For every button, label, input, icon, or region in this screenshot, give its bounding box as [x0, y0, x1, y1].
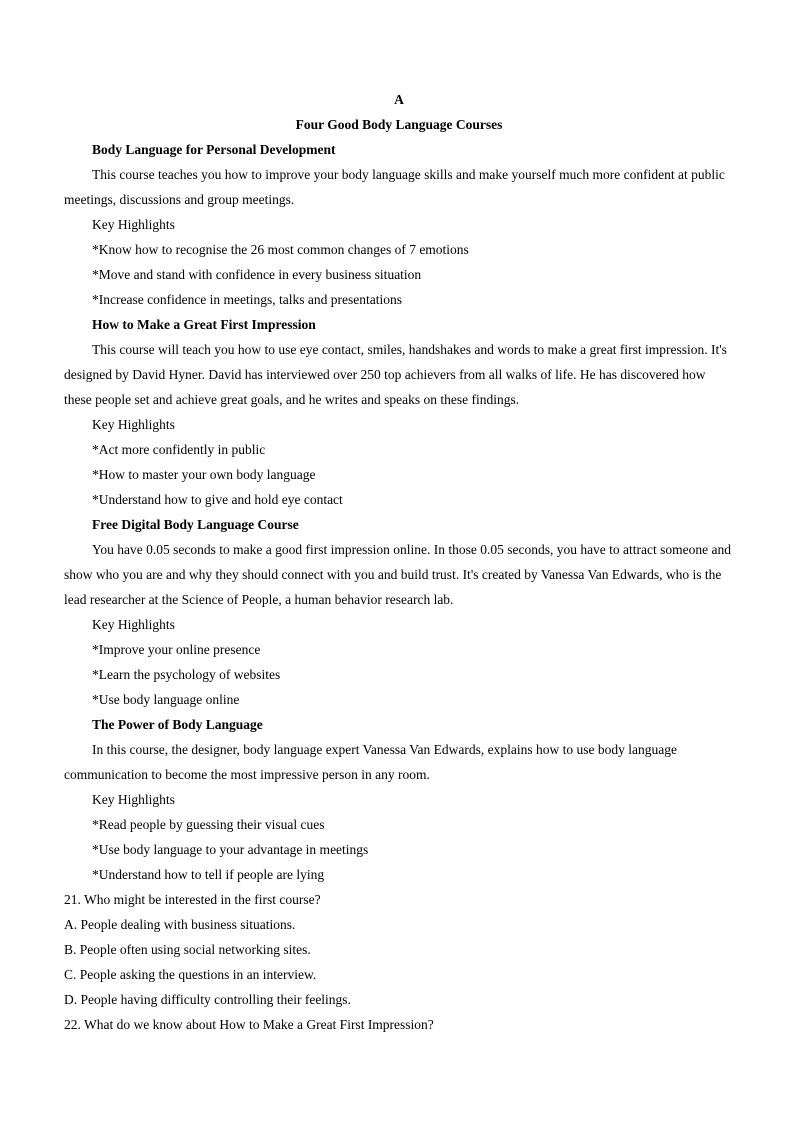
key-highlights-label: Key Highlights — [92, 792, 175, 807]
answer-option: C. People asking the questions in an interview. — [64, 967, 317, 982]
reading-passage — [64, 87, 734, 1037]
course-heading: How to Make a Great First Impression — [92, 317, 316, 332]
question-stem: 22. What do we know about How to Make a Great First Impression? — [64, 1017, 434, 1032]
answer-option: A. People dealing with business situations. — [64, 917, 296, 932]
course-heading: Free Digital Body Language Course — [92, 517, 299, 532]
course-heading: Body Language for Personal Development — [92, 142, 336, 157]
passage-title: Four Good Body Language Courses — [295, 117, 503, 132]
highlight-item: *Act more confidently in public — [92, 442, 266, 457]
highlight-item: *Know how to recognise the 26 most common changes of 7 emotions — [92, 242, 469, 257]
course-description: In this course, the designer, body language expert Vanessa Van Edwards, explains how to use body language communication to become the most impressive person in any room. — [64, 742, 677, 782]
key-highlights-label: Key Highlights — [92, 217, 175, 232]
highlight-item: *Improve your online presence — [92, 642, 261, 657]
course-description: This course will teach you how to use eye contact, smiles, handshakes and words to make a great first impression. It's designed by David Hyner. David has interviewed over 250 top achievers from all walks of life. He has discovered how these people set and achieve great goals, and he writes and speaks on these findings. — [64, 342, 727, 407]
course-heading: The Power of Body Language — [92, 717, 263, 732]
answer-option: B. People often using social networking sites. — [64, 942, 311, 957]
section-letter: A — [394, 92, 404, 107]
question-stem: 21. Who might be interested in the first course? — [64, 892, 321, 907]
highlight-item: *Use body language to your advantage in meetings — [92, 842, 369, 857]
highlight-item: *Move and stand with confidence in every business situation — [92, 267, 422, 282]
key-highlights-label: Key Highlights — [92, 417, 175, 432]
answer-option: D. People having difficulty controlling their feelings. — [64, 992, 351, 1007]
highlight-item: *Use body language online — [92, 692, 240, 707]
course-description: You have 0.05 seconds to make a good first impression online. In those 0.05 seconds, you have to attract someone and show who you are and why they should connect with you and build trust. It's created by Vanessa Van Edwards, who is the lead researcher at the Science of People, a human behavior research lab. — [64, 542, 732, 607]
course-description: This course teaches you how to improve your body language skills and make yourself much more confident at public meetings, discussions and group meetings. — [64, 167, 725, 207]
highlight-item: *Read people by guessing their visual cues — [92, 817, 325, 832]
highlight-item: *Increase confidence in meetings, talks and presentations — [92, 292, 403, 307]
highlight-item: *How to master your own body language — [92, 467, 316, 482]
key-highlights-label: Key Highlights — [92, 617, 175, 632]
highlight-item: *Understand how to tell if people are lying — [92, 867, 325, 882]
highlight-item: *Understand how to give and hold eye contact — [92, 492, 343, 507]
highlight-item: *Learn the psychology of websites — [92, 667, 281, 682]
